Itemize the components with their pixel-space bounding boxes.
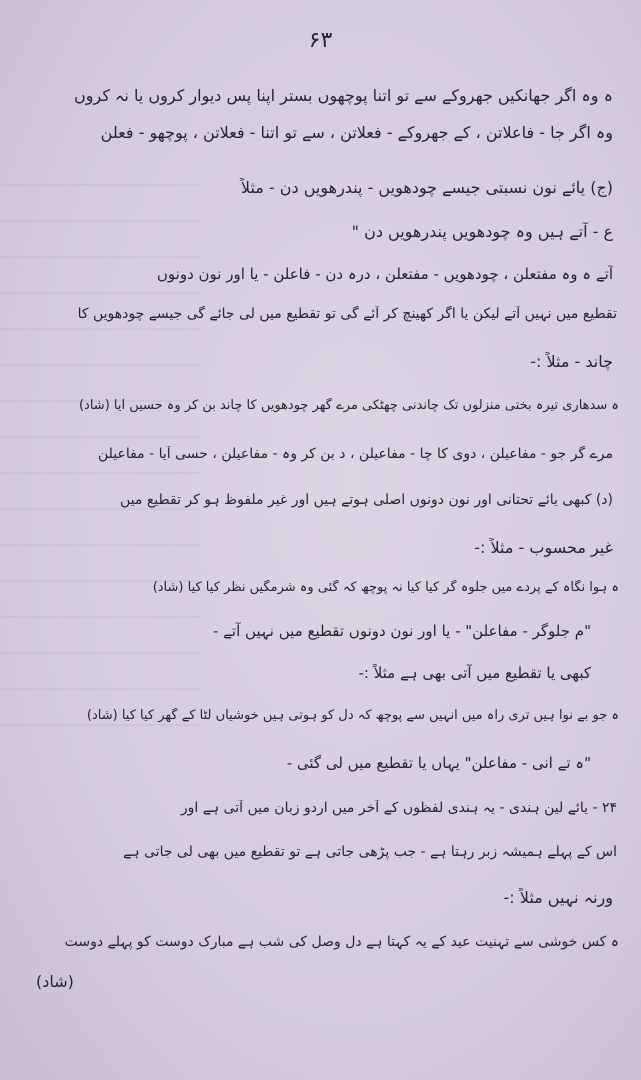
text-line: ہ ہوا نگاہ کے پردے میں جلوہ گر کیا کیا نہ پوچھ کہ گئی وہ شرمگیں نظر کیا کیا (شاد) xyxy=(152,580,619,595)
text-line: ع - آتے ہیں وہ چودھویں پندرھویں دن " xyxy=(351,222,613,241)
text-line: ہ کس خوشی سے تہنیت عید کے یہ کہتا ہے دل وصل کی شب ہے مبارک دوست کو پہلے دوست xyxy=(64,934,619,950)
page-number: ۶۳ xyxy=(308,28,333,53)
text-line: (ج) یائے نونِ نسبتی جیسے چودھویں - پندرھویں دن - مثلاً xyxy=(240,178,613,197)
text-line: وہ اگر جا - فاعلاتن ، کے جھروکے - فعلاتن ، سے تو اتنا - فعلاتن ، پوچھو - فعلن xyxy=(100,123,613,142)
text-line: تقطیع میں نہیں آتے لیکن یا اگر کھینچ کر آئے گی تو تقطیع میں لی جائے گی جیسے چودھویں کا xyxy=(77,306,617,322)
text-line: (د) کبھی یائے تحتانی اور نون دونوں اصلی ہوتے ہیں اور غیر ملفوظ ہو کر تقطیع میں xyxy=(120,492,613,508)
text-line: ہ سدھاری تیرہ بختی منزلوں تک چاندنی چھٹکی مرے گھر چودھویں کا چاند بن کر وہ حسیں آیا (شاد) xyxy=(78,398,619,413)
text-line: چاند - مثلاً :- xyxy=(530,352,613,371)
text-line: ورنہ نہیں مثلاً :- xyxy=(503,888,613,907)
text-line: "م جلوگر - مفاعلن" - یا اور نون دونوں تقطیع میں نہیں آتے - xyxy=(212,622,591,640)
text-line: غیر محسوب - مثلاً :- xyxy=(474,538,613,557)
text-line: اس کے پہلے ہمیشہ زبر رہتا ہے - جب پڑھی جاتی ہے تو تقطیع میں بھی لی جاتی ہے xyxy=(123,844,617,860)
text-line: کبھی یا تقطیع میں آتی بھی ہے مثلاً :- xyxy=(358,664,591,682)
text-line: مرے گر جو - مفاعیلن ، دوی کا چا - مفاعیلن ، د بن کر وہ - مفاعیلن ، حسی آیا - مفاعیلن xyxy=(97,446,613,462)
text-line: (شاد) xyxy=(36,972,74,991)
text-line: "ہ تے انی - مفاعلن" یہاں یا تقطیع میں لی گئی - xyxy=(286,754,591,772)
text-line: آتے ہ وہ مفتعلن ، چودھویں - مفتعلن ، درہ دن - فاعلن - یا اور نون دونوں xyxy=(156,265,613,283)
text-line: ہ جو بے نوا ہیں تری راہ میں انہیں سے پوچھ کہ دل کو ہوتی ہیں خوشیاں لٹا کے گھر کیا کیا (شاد) xyxy=(86,708,619,723)
text-line: ہ وہ اگر جھانکیں جھروکے سے تو اتنا پوچھوں بستر اپنا پس دیوار کروں یا نہ کروں xyxy=(74,86,613,105)
text-line: ۲۴ - یائے لین ہندی - یہ ہندی لفظوں کے آخر میں اردو زبان میں آتی ہے اور xyxy=(180,800,617,816)
